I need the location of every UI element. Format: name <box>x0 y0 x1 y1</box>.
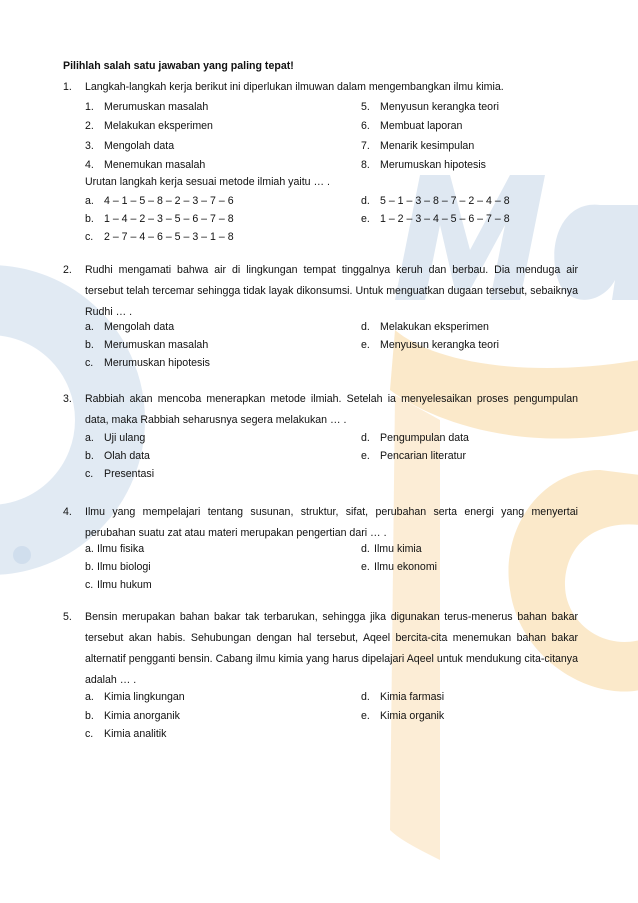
option-text: 2 – 7 – 4 – 6 – 5 – 3 – 1 – 8 <box>104 231 234 243</box>
step-number: 8. <box>361 159 370 171</box>
option-letter: d. <box>361 432 370 444</box>
option-letter: a. <box>85 195 94 207</box>
option-text: 1 – 2 – 3 – 4 – 5 – 6 – 7 – 8 <box>380 213 510 225</box>
option-letter: c. <box>85 357 94 369</box>
option-letter: d. <box>361 321 370 333</box>
option-letter: d. <box>361 195 370 207</box>
question-3-number: 3. <box>63 393 72 405</box>
option-text: Mengolah data <box>104 321 175 333</box>
option-text: Ilmu ekonomi <box>374 561 437 573</box>
question-5-number: 5. <box>63 611 72 623</box>
option-text: Kimia organik <box>380 710 445 722</box>
option-text: Merumuskan hipotesis <box>104 357 210 369</box>
step-number: 7. <box>361 140 370 152</box>
option-text: Melakukan eksperimen <box>380 321 489 333</box>
option-text: Ilmu hukum <box>97 579 152 591</box>
option-text: 1 – 4 – 2 – 3 – 5 – 6 – 7 – 8 <box>104 213 234 225</box>
question-2-number: 2. <box>63 264 72 276</box>
option-text: Kimia lingkungan <box>104 691 185 703</box>
option-text: Pengumpulan data <box>380 432 469 444</box>
watermark-dot <box>13 546 31 564</box>
option-letter: c. <box>85 231 94 243</box>
option-letter: d. <box>361 543 370 555</box>
option-letter: b. <box>85 450 94 462</box>
option-letter: c. <box>85 468 94 480</box>
option-letter: e. <box>361 450 370 462</box>
question-2-text: Rudhi mengamati bahwa air di lingkungan tempat tinggalnya keruh dan berbau. Dia menduga air tersebut telah tercemar sehingga tidak layak dikonsumsi. Untuk menguatkan dugaan tersebut, sebaiknya Rudhi … . <box>85 264 578 318</box>
step-text: Menemukan masalah <box>104 159 206 171</box>
option-text: Kimia anorganik <box>104 710 180 722</box>
question-5-text: Bensin merupakan bahan bakar tak terbarukan, sehingga jika digunakan terus-menerus bahan bakar tersebut akan habis. Sehubungan dengan hal tersebut, Aqeel bercita-cita menemukan bahan bakar alternatif pengganti bensin. Cabang ilmu kimia yang harus dipelajari Aqeel untuk mendukung cita-citanya adalah … . <box>85 611 578 686</box>
option-letter: c. <box>85 579 94 591</box>
question-1-number: 1. <box>63 81 72 93</box>
option-letter: c. <box>85 728 94 740</box>
option-letter: a. <box>85 321 94 333</box>
option-text: Merumuskan masalah <box>104 339 209 351</box>
option-text: 4 – 1 – 5 – 8 – 2 – 3 – 7 – 6 <box>104 195 234 207</box>
option-text: Menyusun kerangka teori <box>380 339 499 351</box>
step-number: 4. <box>85 159 94 171</box>
instructions-heading: Pilihlah salah satu jawaban yang paling tepat! <box>63 60 294 72</box>
question-4-text: Ilmu yang mempelajari tentang susunan, struktur, sifat, perubahan serta energi yang menyertai perubahan suatu zat atau materi merupakan pengertian dari … . <box>85 506 578 539</box>
option-letter: b. <box>85 561 94 573</box>
step-number: 6. <box>361 120 370 132</box>
option-text: Ilmu kimia <box>374 543 422 555</box>
option-letter: e. <box>361 213 370 225</box>
question-1-text: Langkah-langkah kerja berikut ini diperlukan ilmuwan dalam mengembangkan ilmu kimia. <box>85 81 504 93</box>
step-text: Membuat laporan <box>380 120 463 132</box>
step-number: 2. <box>85 120 94 132</box>
option-letter: b. <box>85 213 94 225</box>
step-text: Melakukan eksperimen <box>104 120 213 132</box>
step-text: Mengolah data <box>104 140 175 152</box>
option-letter: e. <box>361 710 370 722</box>
option-text: Kimia farmasi <box>380 691 445 703</box>
question-3-text: Rabbiah akan mencoba menerapkan metode ilmiah. Setelah ia menyelesaikan proses pengumpulan data, maka Rabbiah seharusnya segera melakukan … . <box>85 393 578 426</box>
option-letter: a. <box>85 543 94 555</box>
option-letter: d. <box>361 691 370 703</box>
step-number: 1. <box>85 101 94 113</box>
option-text: Presentasi <box>104 468 155 480</box>
option-letter: b. <box>85 339 94 351</box>
option-text: Olah data <box>104 450 150 462</box>
option-text: Ilmu biologi <box>97 561 151 573</box>
option-text: 5 – 1 – 3 – 8 – 7 – 2 – 4 – 8 <box>380 195 510 207</box>
option-letter: a. <box>85 691 94 703</box>
step-text: Merumuskan hipotesis <box>380 159 486 171</box>
option-text: Kimia analitik <box>104 728 167 740</box>
step-number: 3. <box>85 140 94 152</box>
step-text: Merumuskan masalah <box>104 101 209 113</box>
step-number: 5. <box>361 101 370 113</box>
option-text: Pencarian literatur <box>380 450 466 462</box>
option-text: Uji ulang <box>104 432 146 444</box>
question-4-number: 4. <box>63 506 72 518</box>
question-1-prompt: Urutan langkah kerja sesuai metode ilmiah yaitu … . <box>85 176 330 188</box>
option-letter: a. <box>85 432 94 444</box>
step-text: Menyusun kerangka teori <box>380 101 499 113</box>
option-letter: e. <box>361 561 370 573</box>
step-text: Menarik kesimpulan <box>380 140 475 152</box>
option-letter: e. <box>361 339 370 351</box>
option-letter: b. <box>85 710 94 722</box>
option-text: Ilmu fisika <box>97 543 145 555</box>
